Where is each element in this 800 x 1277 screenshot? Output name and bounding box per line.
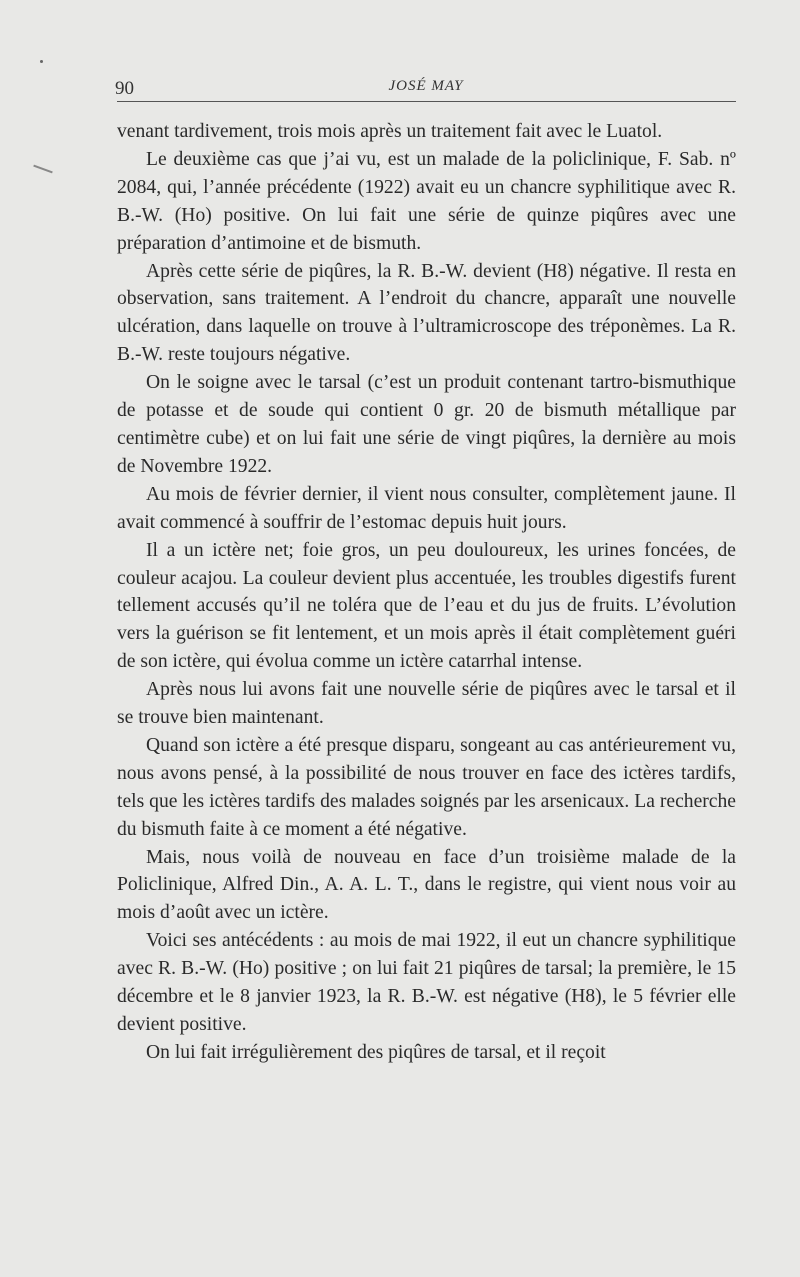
- paper-speck: [40, 60, 43, 63]
- paragraph: Le deuxième cas que j’ai vu, est un malade de la policlinique, F. Sab. nº 2084, qui, l’année précédente (1922) avait eu un chancre syphilitique avec R. B.-W. (Ho) positive. On lui fait une série de quinze piqûres avec une préparation d’antimoine et de bismuth.: [117, 148, 736, 254]
- paragraph: Voici ses antécédents : au mois de mai 1922, il eut un chancre syphilitique avec R. B.-W. (Ho) positive ; on lui fait 21 piqûres de tarsal; la première, le 15 décembre et le 8 janvier 1923, la R. B.-W. est négative (H8), le 5 février elle devient positive.: [117, 930, 736, 1035]
- paragraph: Après nous lui avons fait une nouvelle série de piqûres avec le tarsal et il se trouve bien maintenant.: [117, 679, 736, 729]
- header-rule: [117, 101, 736, 102]
- body-text: [117, 118, 736, 1067]
- paragraph: On le soigne avec le tarsal (c’est un produit contenant tartro-bismuthique de potasse et de soude qui contient 0 gr. 20 de bismuth métallique par centimètre cube) et on lui fait une série de vingt piqûres, la dernière au mois de Novembre 1922.: [117, 372, 736, 477]
- paragraph: Mais, nous voilà de nouveau en face d’un troisième malade de la Policlinique, Alfred Din., A. A. L. T., dans le registre, qui vient nous voir au mois d’août avec un ictère.: [117, 846, 736, 924]
- page-number: 90: [115, 78, 134, 99]
- paragraph: Quand son ictère a été presque disparu, songeant au cas antérieurement vu, nous avons pensé, à la possibilité de nous trouver en face des ictères tardifs, tels que les ictères tardifs des malades soignés par les arsenicaux. La recherche du bismuth faite à ce moment a été négative.: [117, 734, 736, 840]
- paragraph: On lui fait irrégulièrement des piqûres de tarsal, et il reçoit: [146, 1041, 606, 1063]
- paragraph: Au mois de février dernier, il vient nous consulter, complètement jaune. Il avait commencé à souffrir de l’estomac depuis huit jours.: [117, 483, 736, 533]
- paragraph: Après cette série de piqûres, la R. B.-W. devient (H8) négative. Il resta en observation, sans traitement. A l’endroit du chancre, apparaît une nouvelle ulcération, dans laquelle on trouve à l’ultramicroscope des tréponèmes. La R. B.-W. reste toujours négative.: [117, 260, 736, 366]
- paragraph: Il a un ictère net; foie gros, un peu douloureux, les urines foncées, de couleur acajou. La couleur devient plus accentuée, les troubles digestifs furent tellement accusés qu’il ne toléra que de l’eau et du jus de fruits. L’évolution vers la guérison se fit lentement, et un mois après il était complètement guéri de son ictère, qui évolua comme un ictère catarrhal intense.: [117, 539, 736, 673]
- running-title: JOSÉ MAY: [388, 78, 464, 94]
- margin-mark: [33, 165, 52, 174]
- paragraph: venant tardivement, trois mois après un traitement fait avec le Luatol.: [117, 121, 663, 142]
- page-header: [115, 78, 737, 108]
